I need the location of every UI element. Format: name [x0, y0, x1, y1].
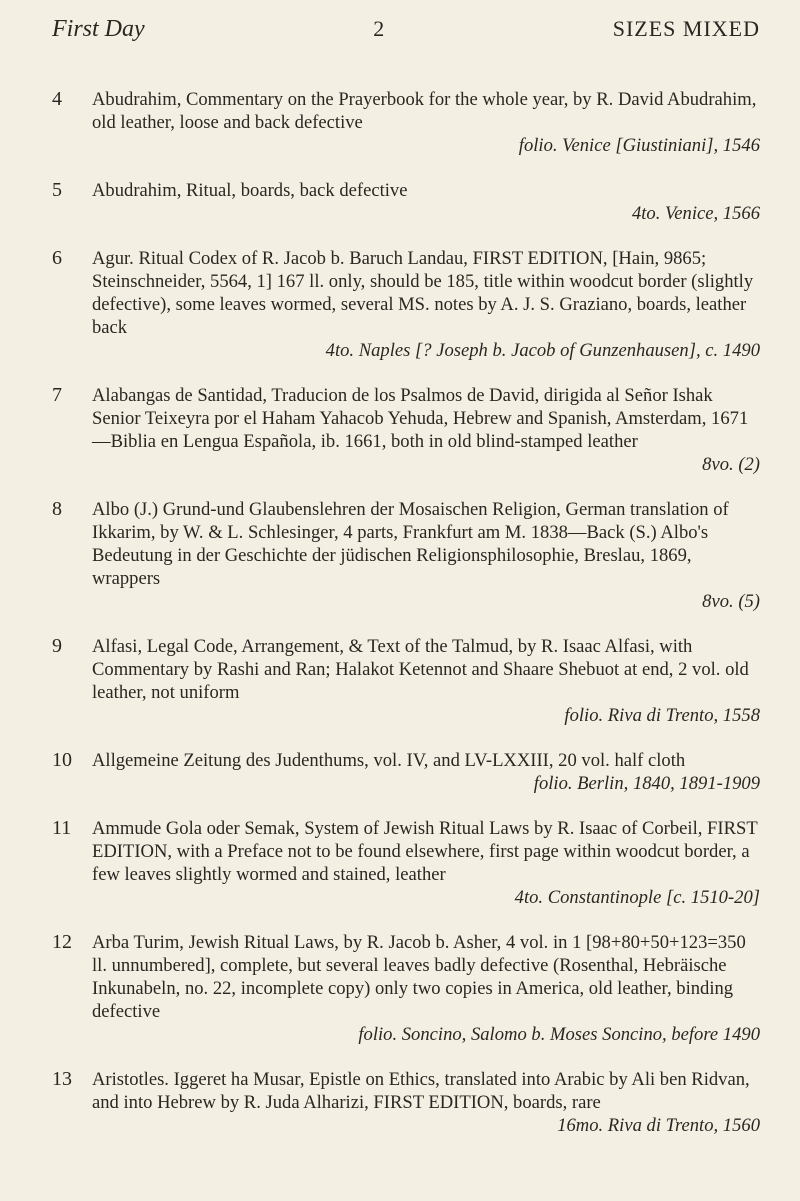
lot-number: 11	[52, 817, 72, 839]
lot-description: Abudrahim, Ritual, boards, back defective	[92, 180, 408, 201]
lot-description: Albo (J.) Grund-und Glaubenslehren der Mosaischen Religion, German translation of Ikkarim, by W. & L. Schlesinger, 4 parts, Frankfurt am M. 1838—Back (S.) Albo's Bedeutung in der Geschichte der jüdischen Religionsphilosophie, Breslau, 1869, wrappers	[92, 499, 729, 589]
lot-description: Alfasi, Legal Code, Arrangement, & Text of the Talmud, by R. Isaac Alfasi, with Commentary by Rashi and Ran; Halakot Ketennot and Shaare Shebuot at end, 2 vol. old leather, not uniform	[92, 636, 749, 703]
header-section: SIZES MIXED	[612, 16, 760, 41]
lot-number: 7	[52, 384, 62, 406]
header-day: First Day	[52, 16, 145, 42]
running-head	[52, 0, 760, 56]
page-number: 2	[373, 16, 385, 41]
lot-description: Arba Turim, Jewish Ritual Laws, by R. Jacob b. Asher, 4 vol. in 1 [98+80+50+123=350 ll. unnumbered], complete, but several leaves badly defective (Rosenthal, Hebräische Inkunabeln, no. 22, incomplete copy) only two copies in America, old leather, binding defective	[92, 932, 746, 1022]
lot-description: Aristotles. Iggeret ha Musar, Epistle on Ethics, translated into Arabic by Ali ben Ridvan, and into Hebrew by R. Juda Alharizi, FIRST EDITION, boards, rare	[92, 1069, 750, 1113]
lot-entry	[52, 88, 760, 157]
lot-entry	[52, 384, 760, 476]
lot-format: 4to. Constantinople [c. 1510-20]	[514, 887, 760, 908]
lot-format: 8vo. (5)	[702, 591, 760, 612]
lot-format: folio. Berlin, 1840, 1891-1909	[533, 773, 760, 794]
lot-list	[52, 88, 760, 1137]
lot-description: Ammude Gola oder Semak, System of Jewish Ritual Laws by R. Isaac of Corbeil, FIRST EDITION, with a Preface not to be found elsewhere, first page within woodcut border, a few leaves slightly wormed and stained, leather	[92, 818, 758, 885]
lot-number: 4	[52, 88, 62, 110]
lot-format: folio. Venice [Giustiniani], 1546	[518, 135, 760, 156]
lot-number: 9	[52, 635, 62, 657]
lot-entry	[52, 635, 760, 727]
lot-format: folio. Soncino, Salomo b. Moses Soncino, before 1490	[358, 1024, 760, 1045]
lot-format: folio. Riva di Trento, 1558	[564, 705, 760, 726]
lot-entry	[52, 1068, 760, 1137]
lot-entry	[52, 498, 760, 613]
lot-number: 12	[52, 931, 72, 953]
lot-entry	[52, 247, 760, 362]
lot-number: 6	[52, 247, 62, 269]
lot-number: 8	[52, 498, 62, 520]
lot-number: 5	[52, 179, 62, 201]
lot-entry	[52, 817, 760, 909]
lot-description: Abudrahim, Commentary on the Prayerbook for the whole year, by R. David Abudrahim, old leather, loose and back defective	[92, 89, 757, 133]
lot-description: Alabangas de Santidad, Traducion de los Psalmos de David, dirigida al Señor Ishak Senior Teixeyra por el Haham Yahacob Yehuda, Hebrew and Spanish, Amsterdam, 1671—Biblia en Lengua Española, ib. 1661, both in old blind-stamped leather	[92, 385, 749, 452]
lot-format: 4to. Venice, 1566	[631, 203, 760, 224]
lot-format: 16mo. Riva di Trento, 1560	[557, 1115, 760, 1136]
lot-entry	[52, 179, 760, 225]
lot-description: Agur. Ritual Codex of R. Jacob b. Baruch Landau, FIRST EDITION, [Hain, 9865; Steinschneider, 5564, 1] 167 ll. only, should be 185, title within woodcut border (slightly defective), some leaves wormed, several MS. notes by A. J. S. Graziano, boards, leather back	[92, 248, 754, 338]
lot-description: Allgemeine Zeitung des Judenthums, vol. IV, and LV-LXXIII, 20 vol. half cloth	[92, 750, 686, 771]
lot-number: 10	[52, 749, 72, 771]
lot-format: 4to. Naples [? Joseph b. Jacob of Gunzenhausen], c. 1490	[325, 340, 760, 361]
lot-entry	[52, 749, 760, 795]
lot-number: 13	[52, 1068, 72, 1090]
lot-entry	[52, 931, 760, 1046]
lot-format: 8vo. (2)	[702, 454, 760, 475]
